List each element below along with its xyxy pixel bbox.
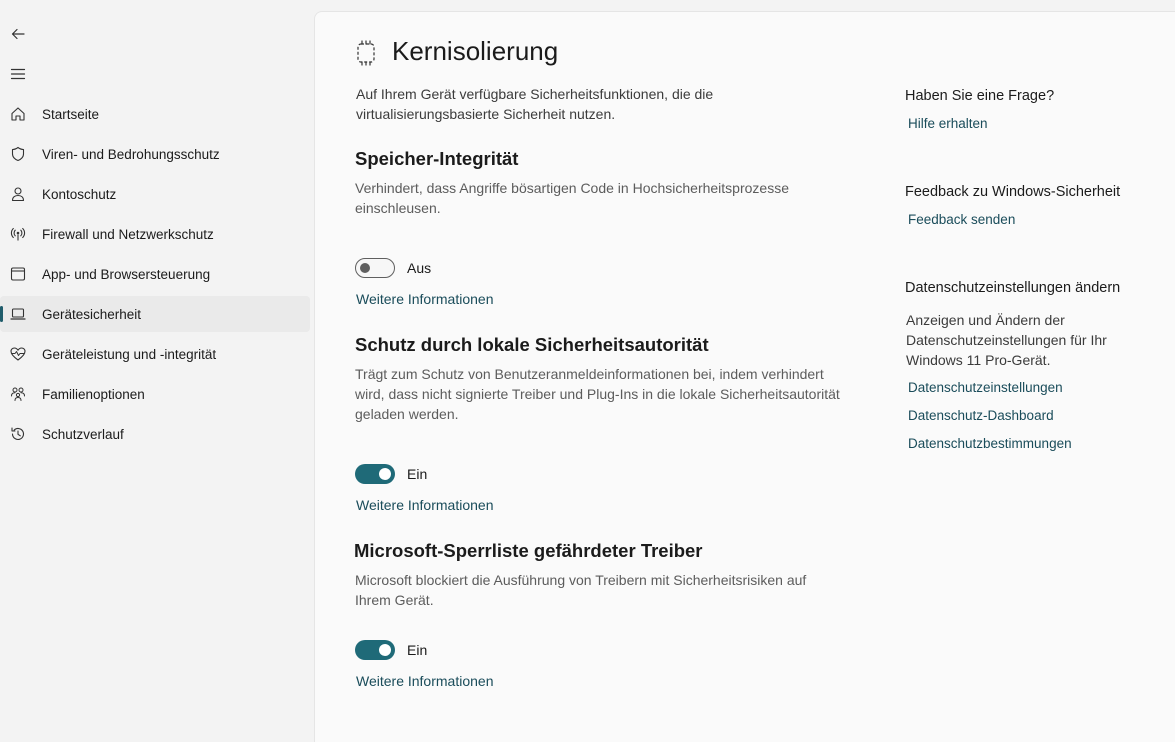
nav-list	[0, 96, 314, 456]
feedback-heading: Feedback zu Windows-Sicherheit	[905, 184, 1121, 200]
feedback-link[interactable]: Feedback senden	[908, 212, 1016, 227]
sidebar-item-firewall[interactable]	[0, 216, 310, 252]
family-icon	[10, 386, 26, 402]
privacy-dashboard-link[interactable]: Datenschutz-Dashboard	[908, 408, 1054, 423]
help-link[interactable]: Hilfe erhalten	[908, 116, 988, 131]
toggle-knob	[360, 263, 370, 273]
section-lsa-protection	[355, 334, 855, 513]
sidebar-item-home[interactable]	[0, 96, 310, 132]
antenna-icon	[10, 226, 26, 242]
toggle-knob	[379, 644, 391, 656]
memory-integrity-toggle[interactable]	[355, 258, 395, 278]
toggle-state-label: Ein	[407, 466, 428, 482]
privacy-heading: Datenschutzeinstellungen ändern	[905, 280, 1121, 296]
sidebar-item-device-performance[interactable]	[0, 336, 310, 372]
toggle-row	[355, 464, 427, 484]
sidebar-item-label: Viren- und Bedrohungsschutz	[42, 146, 220, 162]
hamburger-menu-icon	[10, 66, 26, 82]
toggle-state-label: Ein	[407, 642, 428, 658]
menu-button[interactable]	[4, 60, 32, 88]
section-title: Microsoft-Sperrliste gefährdeter Treiber	[354, 540, 703, 561]
privacy-statement-link[interactable]: Datenschutzbestimmungen	[908, 436, 1072, 451]
sidebar-item-device-security[interactable]	[0, 296, 310, 332]
back-button[interactable]	[4, 20, 32, 48]
section-description: Microsoft blockiert die Ausführung von Treibern mit Sicherheitsrisiken auf Ihrem Gerät.	[355, 572, 807, 608]
toggle-row	[355, 258, 431, 278]
more-info-link[interactable]: Weitere Informationen	[356, 291, 494, 307]
privacy-settings-link[interactable]: Datenschutzeinstellungen	[908, 380, 1063, 395]
laptop-icon	[10, 306, 26, 322]
sidebar-item-app-browser-control[interactable]	[0, 256, 310, 292]
sidebar-item-family-options[interactable]	[0, 376, 310, 412]
toggle-row	[355, 640, 427, 660]
back-arrow-icon	[10, 26, 26, 42]
sidebar-item-virus-protection[interactable]	[0, 136, 310, 172]
sidebar-item-label: Familienoptionen	[42, 386, 145, 402]
page-title: Kernisolierung	[392, 36, 559, 66]
toggle-state-label: Aus	[407, 260, 432, 276]
sidebar	[0, 0, 314, 742]
person-icon	[10, 186, 26, 202]
sidebar-item-protection-history[interactable]	[0, 416, 310, 452]
privacy-description: Anzeigen und Ändern der Datenschutzeinstellungen für Ihr Windows 11 Pro-Gerät.	[906, 312, 1107, 368]
more-info-link[interactable]: Weitere Informationen	[356, 497, 494, 513]
history-icon	[10, 426, 26, 442]
sidebar-item-label: Startseite	[42, 106, 100, 122]
page-intro: Auf Ihrem Gerät verfügbare Sicherheitsfunktionen, die die virtualisierungsbasierte Sicherheit nutzen.	[356, 86, 714, 122]
toggle-knob	[379, 468, 391, 480]
sidebar-item-label: Schutzverlauf	[42, 426, 124, 442]
section-title: Schutz durch lokale Sicherheitsautorität	[355, 334, 709, 355]
shield-icon	[10, 146, 26, 162]
heart-pulse-icon	[10, 346, 26, 362]
section-description: Trägt zum Schutz von Benutzeranmeldeinformationen bei, indem verhindert wird, dass nicht signierte Treiber und Plug-Ins in die lokale Sicherheitsautorität geladen werden.	[355, 366, 840, 422]
sidebar-item-label: App- und Browsersteuerung	[42, 266, 211, 282]
sidebar-item-account-protection[interactable]	[0, 176, 310, 212]
driver-blocklist-toggle[interactable]	[355, 640, 395, 660]
lsa-protection-toggle[interactable]	[355, 464, 395, 484]
core-isolation-chip-icon	[355, 40, 377, 66]
section-driver-blocklist	[354, 540, 854, 689]
question-heading: Haben Sie eine Frage?	[905, 88, 1055, 104]
section-memory-integrity	[355, 148, 855, 307]
sidebar-item-label: Gerätesicherheit	[42, 306, 142, 322]
main-content	[314, 11, 1175, 742]
section-title: Speicher-Integrität	[355, 148, 519, 169]
sidebar-item-label: Kontoschutz	[42, 186, 117, 202]
sidebar-item-label: Firewall und Netzwerkschutz	[42, 226, 214, 242]
more-info-link[interactable]: Weitere Informationen	[356, 673, 494, 689]
section-description: Verhindert, dass Angriffe bösartigen Code in Hochsicherheitsprozesse einschleusen.	[355, 180, 789, 216]
home-icon	[10, 106, 26, 122]
app-window-icon	[10, 266, 26, 282]
sidebar-item-label: Geräteleistung und -integrität	[42, 346, 217, 362]
